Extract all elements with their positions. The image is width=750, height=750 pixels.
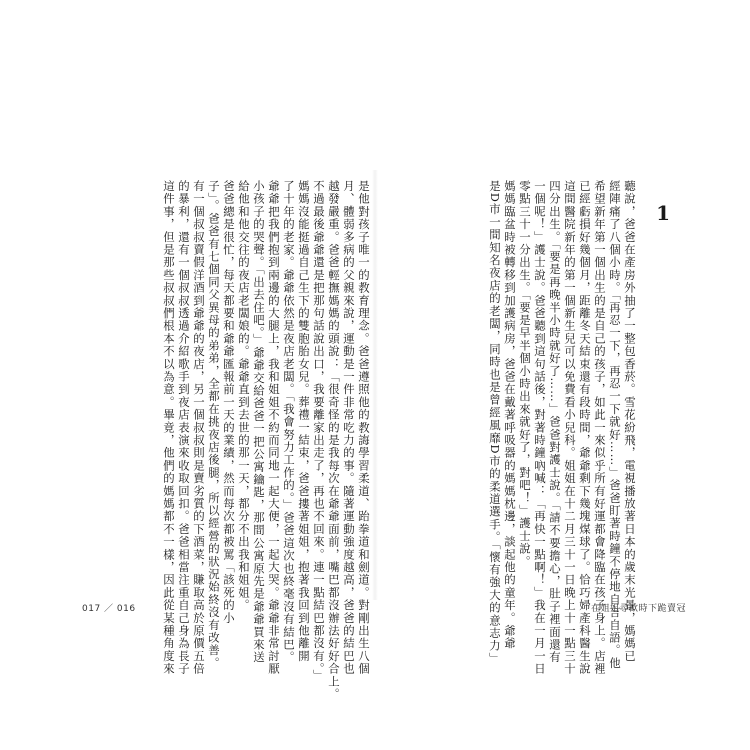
text-column: 爸爸總是很忙，每天都要和爺爺匯報前一天的業績，然而每次都被罵「該死的小 [222, 180, 236, 625]
text-column: 了十年的老家。爺爺依然是夜店老闆。「我會努力工作的。」爸爸這次也終毫沒有結巴。 [282, 180, 296, 664]
text-column: 越發嚴重。爸爸輕撫媽媽的頭說：「很奇怪的是我每次在爺爺面前，嘴巴都沒辦法好好合上。 [327, 180, 341, 701]
text-column: 零點三十一分出生。「要是早半個小時出來就好了，對吧！」護士說。 [518, 180, 532, 568]
text-column: 子」。爸爸有七個同父異母的弟弟，全都在挑夜店後腿，所以經營的狀況始終沒有改善。 [207, 180, 221, 670]
text-column: 的暴利，還有一個叔叔透過介紹歌手到夜店表演來收取回扣。爸爸相當注重自己身為長子 [177, 180, 191, 676]
running-title: 在姐姐尋歡時下跪賣冠 [590, 604, 686, 614]
page-numbers: 017 ／ 016 [82, 604, 136, 614]
text-column: 是他對孩子唯一的教育理念。爸爸遵照他的教誨學習柔道、跆拳道和劍道。對剛出生八個 [357, 180, 371, 676]
text-column: 一個呢！」護士說。爸爸聽到這句話後，對著時鐘吶喊：「再快一點啊！」我在一月一日 [533, 180, 547, 676]
text-column: 媽媽臨盆時被轉移到加護病房，爸爸在戴著呼吸器的媽媽枕邊，談起他的童年。爺爺 [503, 180, 517, 650]
left-page-text [162, 180, 371, 701]
text-column: 是D市一間知名夜店的老闆，同時也是曾經風靡D市的柔道選手。「懷有強大的意志力」 [488, 180, 502, 666]
text-column: 已經虧損好幾個月，距離冬天結束還有段時間，爺爺剩下幾塊煤球了。恰巧婦產科醫生說 [578, 180, 592, 676]
text-column: 希望新年第一個出生的是自己的孩子，如此一來似乎所有好運都會降臨在孩子身上。店裡 [593, 180, 607, 676]
right-page-text [488, 180, 637, 676]
text-column: 給他和他交往的夜店老闆娘的。爺爺直到去世的那一天，都分不出我和姐姐。 [237, 180, 251, 612]
text-column: 月、體弱多病的父親來說，運動是一件非常吃力的事。隨著運動強度越高，爸爸的結巴也 [342, 180, 356, 676]
text-column: 經陣痛了八個小時。「再忍一下，再忍一下就好……」爸爸盯著時鐘不停地自言自語。他 [608, 180, 622, 670]
text-column: 媽媽沒能挺過自己生下的雙胞胎女兒。葬禮一結束，爸爸摟著姐姐，抱著我回到他離開 [297, 180, 311, 663]
text-column: 不過最後爺爺還是把那句話說出口，我要離家出走了，再也不回來。連一點結巴都沒有。」 [312, 180, 326, 683]
chapter-number: 1 [656, 201, 670, 225]
text-column: 這間醫院新年的第一個新生兒可以免費看小兒科。姐姐在十二月三十一日晚上十一點三十 [563, 180, 577, 676]
text-column: 爺爺把我們抱到兩邊的大腿上，我和姐姐不約而同地一起大便，一起大哭。爺爺非常討厭 [267, 180, 281, 676]
text-column: 小孩子的哭聲。「出去住吧。」爺爺交給爸爸一把公寓鑰匙，那間公寓原先是爺爺買來送 [252, 180, 266, 664]
text-column: 聽說，爸爸在產房外抽了一整包香菸。雪花紛飛，電視播放著日本的歲末光景，媽媽已 [623, 180, 637, 663]
text-column: 這件事，但是那些叔叔們根本不以為意。畢竟，他們的媽媽都不一樣，因此從某種角度來 [162, 180, 176, 676]
text-column: 四分出生。「要是再晚半小時就好了……」爸爸對護士說。「請不要擔心，肚子裡面還有 [548, 180, 562, 664]
text-column: 有一個叔叔賣假洋酒到爺爺的夜店，另一個叔叔則是賣劣質的下酒菜，賺取高於原價五倍 [192, 180, 206, 676]
